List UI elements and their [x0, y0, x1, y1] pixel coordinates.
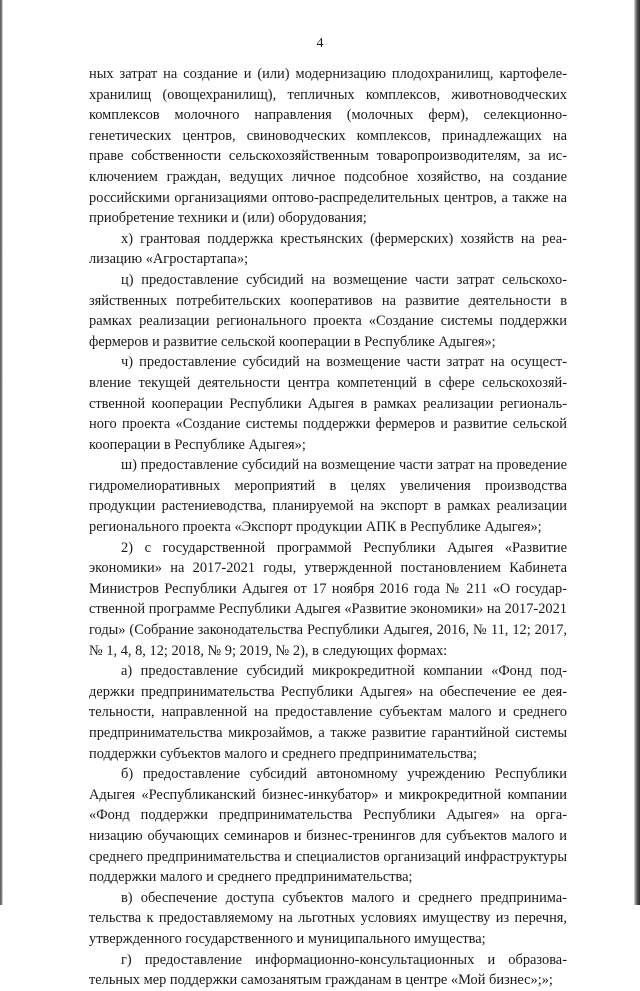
scan-right-edge [634, 0, 640, 905]
document-body [89, 64, 567, 991]
paragraph-item-kh: х) грантовая поддержка крестьянских (фермерских) хозяйств на реализацию «Агростартапа»; [89, 230, 567, 268]
paragraph-item-b: б) предоставление субсидий автономному учреждению Республики Адыгея «Республиканский бизнес-инкубатор» и микрокредитной компании «Фонд поддержки предпринимательства Республики Адыгея» на организацию обучающих семинаров и бизнес-тренингов для субъектов малого и среднего предпринимательства и специалистов организаций инфраструктуры поддержки малого и среднего предпринимательства; [89, 766, 567, 886]
paragraph-item-a: а) предоставление субсидий микрокредитной компании «Фонд поддержки предпринимательства Республики Адыгея» на обеспечение ее деятельности, направленной на предоставление субъектам малого и среднего предпринимательства микрозаймов, а также развитие гарантийной системы поддержки субъектов малого и среднего предпринимательства; [89, 663, 567, 762]
paragraph-item-ts: ц) предоставление субсидий на возмещение части затрат сельскохозяйственных потребительских кооперативов на развитие деятельности в рамках реализации регионального проекта «Создание системы поддержки фермеров и развитие сельской кооперации в Республике Адыгея»; [89, 271, 567, 350]
scan-left-edge [0, 0, 3, 905]
paragraph-continuation: ных затрат на создание и (или) модернизацию плодохранилищ, картофелехранилищ (овощехранилищ), тепличных комплексов, животноводческих комплексов молочного направления (молочных ферм), селекционногенетических центров, свиноводческих комплексов, принадлежащих на праве собственности сельскохозяйственным товаропроизводителям, за исключением граждан, ведущих личное подсобное хозяйство, на создание российскими организациями оптово-распределительных центров, а также на приобретение техники и (или) оборудования; [89, 66, 567, 227]
paragraph-program-2: 2) с государственной программой Республики Адыгея «Развитие экономики» на 2017-2021 годы, утвержденной постановлением Кабинета Министров Республики Адыгея от 17 ноября 2016 года № 211 «О государственной программе Республики Адыгея «Развитие экономики» на 2017-2021 годы» (Собрание законодательства Республики Адыгея, 2016, № 11, 12; 2017, № 1, 4, 8, 12; 2018, № 9; 2019, № 2), в следующих формах: [89, 539, 567, 659]
paragraph-item-g: г) предоставление информационно-консультационных и образовательных мер поддержки самозанятым гражданам в центре «Мой бизнес»;»; [89, 951, 567, 989]
paragraph-item-v: в) обеспечение доступа субъектов малого и среднего предпринимательства к предоставляемому на льготных условиях имуществу из перечня, утвержденного государственного и муниципального имущества; [89, 889, 567, 947]
page-number: 4 [316, 36, 324, 51]
paragraph-item-sh: ш) предоставление субсидий на возмещение части затрат на проведение гидромелиоративных мероприятий в целях увеличения производства продукции растениеводства, планируемой на экспорт в рамках реализации регионального проекта «Экспорт продукции АПК в Республике Адыгея»; [89, 457, 567, 536]
paragraph-item-ch: ч) предоставление субсидий на возмещение части затрат на осуществление текущей деятельности центра компетенций в сфере сельскохозяйственной кооперации Республики Адыгея в рамках реализации регионального проекта «Создание системы поддержки фермеров и развитие сельской кооперации в Республике Адыгея»; [89, 354, 567, 453]
